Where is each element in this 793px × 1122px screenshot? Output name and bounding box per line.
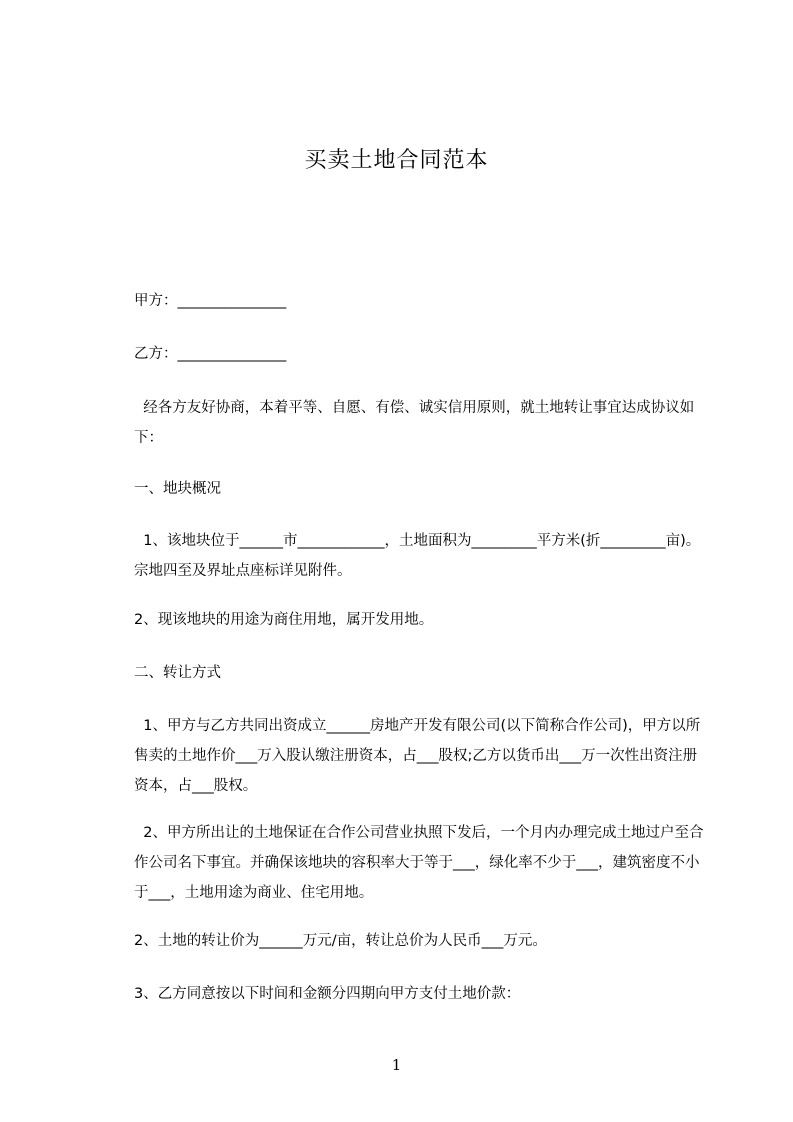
section-heading-2: 二、转让方式 [134, 665, 221, 681]
clause-2-1: 1、甲方与乙方共同出资成立______房地产开发有限公司(以下简称合作公司)，甲方以所售卖的土地作价___万入股认缴注册资本，占___股权;乙方以货币出___万一次性出资注册资本，占___股权。 [134, 718, 701, 794]
section-heading-1: 一、地块概况 [134, 481, 221, 497]
clause-1-1: 1、该地块位于______市____________，土地面积为_________平方米(折_________亩)。宗地四至及界址点座标详见附件。 [134, 533, 701, 579]
party-a-line: 甲方：_______________ [134, 293, 287, 309]
intro-paragraph: 经各方友好协商，本着平等、自愿、有偿、诚实信用原则，就土地转让事宜达成协议如下： [134, 400, 695, 446]
clause-2-4: 3、乙方同意按以下时间和金额分四期向甲方支付土地价款： [134, 986, 521, 1002]
clause-1-2: 2、现该地块的用途为商住用地，属开发用地。 [134, 612, 434, 628]
clause-2-2: 2、甲方所出让的土地保证在合作公司营业执照下发后，一个月内办理完成土地过户至合作公司名下事宜。并确保该地块的容积率大于等于___，绿化率不少于___，建筑密度不小于___，土地用途为商业、住宅用地。 [134, 825, 704, 901]
page-number: 1 [391, 1056, 402, 1074]
clause-2-3: 2、土地的转让价为______万元/亩，转让总价为人民币___万元。 [134, 933, 547, 949]
party-b-line: 乙方：_______________ [134, 346, 287, 362]
document-title: 买卖土地合同范本 [304, 148, 489, 173]
